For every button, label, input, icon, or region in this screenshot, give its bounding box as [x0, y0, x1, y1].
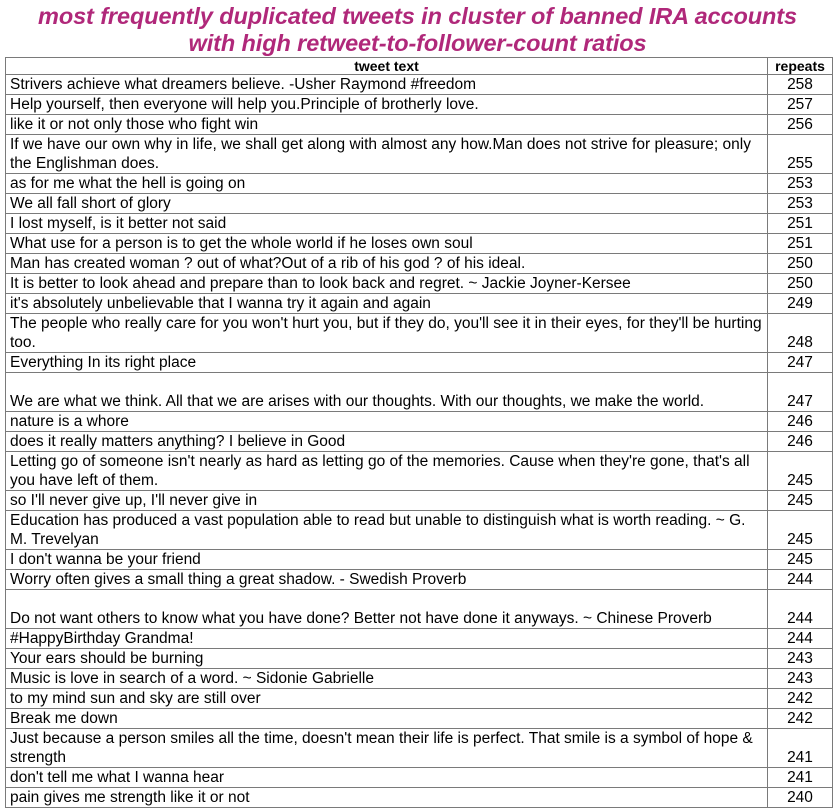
tweet-text-cell: If we have our own why in life, we shall get along with almost any how.Man does not strive for pleasure; only the Englishman does.: [6, 135, 768, 174]
tweet-text-cell: don't tell me what I wanna hear: [6, 768, 768, 788]
tweet-text-cell: I don't wanna be your friend: [6, 550, 768, 570]
repeats-cell: 250: [768, 254, 833, 274]
tweet-text-cell: #HappyBirthday Grandma!: [6, 629, 768, 649]
repeats-cell: 242: [768, 689, 833, 709]
table-row: [6, 491, 833, 511]
tweet-text-cell: to my mind sun and sky are still over: [6, 689, 768, 709]
repeats-cell: 247: [768, 373, 833, 412]
table-row: [6, 768, 833, 788]
page-title: [0, 0, 835, 54]
tweet-text-cell: Just because a person smiles all the time, doesn't mean their life is perfect. That smile is a symbol of hope & strength: [6, 729, 768, 768]
title-line-2: with high retweet-to-follower-count ratios: [188, 30, 647, 56]
tweet-text-cell: Break me down: [6, 709, 768, 729]
header-tweet-text: tweet text: [6, 58, 768, 75]
tweet-text-cell: Music is love in search of a word. ~ Sidonie Gabrielle: [6, 669, 768, 689]
table-row: [6, 234, 833, 254]
repeats-cell: 244: [768, 570, 833, 590]
table-row: [6, 629, 833, 649]
tweet-text-cell: Help yourself, then everyone will help you.Principle of brotherly love.: [6, 95, 768, 115]
table-row: [6, 590, 833, 629]
table-row: [6, 115, 833, 135]
repeats-cell: 245: [768, 550, 833, 570]
repeats-cell: 258: [768, 75, 833, 95]
tweet-text-cell: Education has produced a vast population able to read but unable to distinguish what is worth reading. ~ G. M. Trevelyan: [6, 511, 768, 550]
table-row: [6, 214, 833, 234]
repeats-cell: 249: [768, 294, 833, 314]
tweet-text-cell: pain gives me strength like it or not: [6, 788, 768, 808]
tweet-text-cell: so I'll never give up, I'll never give in: [6, 491, 768, 511]
table-row: [6, 649, 833, 669]
table-row: [6, 274, 833, 294]
table-row: [6, 194, 833, 214]
table-row: [6, 669, 833, 689]
title-line-1: most frequently duplicated tweets in cluster of banned IRA accounts: [38, 3, 797, 29]
tweet-text-cell: The people who really care for you won't hurt you, but if they do, you'll see it in their eyes, for they'll be hurting too.: [6, 314, 768, 353]
repeats-cell: 255: [768, 135, 833, 174]
repeats-cell: 256: [768, 115, 833, 135]
table-row: [6, 432, 833, 452]
tweet-text-cell: Strivers achieve what dreamers believe. -Usher Raymond #freedom: [6, 75, 768, 95]
table-row: [6, 95, 833, 115]
repeats-cell: 245: [768, 511, 833, 550]
tweets-table: [5, 57, 833, 808]
repeats-cell: 244: [768, 629, 833, 649]
repeats-cell: 245: [768, 452, 833, 491]
table-row: [6, 729, 833, 768]
tweet-text-cell: Worry often gives a small thing a great shadow. - Swedish Proverb: [6, 570, 768, 590]
table-row: [6, 75, 833, 95]
repeats-cell: 242: [768, 709, 833, 729]
repeats-cell: 250: [768, 274, 833, 294]
repeats-cell: 251: [768, 234, 833, 254]
tweet-text-cell: like it or not only those who fight win: [6, 115, 768, 135]
table-row: [6, 788, 833, 808]
table-row: [6, 452, 833, 491]
table-row: [6, 511, 833, 550]
header-row: [6, 58, 833, 75]
table-row: [6, 550, 833, 570]
table-row: [6, 709, 833, 729]
tweet-text-cell: It is better to look ahead and prepare than to look back and regret. ~ Jackie Joyner-Kersee: [6, 274, 768, 294]
repeats-cell: 247: [768, 353, 833, 373]
table-row: [6, 254, 833, 274]
table-row: [6, 174, 833, 194]
tweet-text-cell: does it really matters anything? I believe in Good: [6, 432, 768, 452]
table-row: [6, 135, 833, 174]
tweet-text-cell: Man has created woman ? out of what?Out of a rib of his god ? of his ideal.: [6, 254, 768, 274]
tweet-text-cell: What use for a person is to get the whole world if he loses own soul: [6, 234, 768, 254]
tweet-text-cell: as for me what the hell is going on: [6, 174, 768, 194]
repeats-cell: 241: [768, 768, 833, 788]
tweet-text-cell: We all fall short of glory: [6, 194, 768, 214]
repeats-cell: 253: [768, 174, 833, 194]
repeats-cell: 245: [768, 491, 833, 511]
repeats-cell: 246: [768, 432, 833, 452]
tweet-text-cell: I lost myself, is it better not said: [6, 214, 768, 234]
table-row: [6, 412, 833, 432]
repeats-cell: 253: [768, 194, 833, 214]
tweet-text-cell: Letting go of someone isn't nearly as hard as letting go of the memories. Cause when they're gone, that's all you have left of them.: [6, 452, 768, 491]
table-row: [6, 314, 833, 353]
repeats-cell: 246: [768, 412, 833, 432]
repeats-cell: 241: [768, 729, 833, 768]
table-body: [6, 75, 833, 808]
tweet-text-cell: Everything In its right place: [6, 353, 768, 373]
tweet-text-cell: nature is a whore: [6, 412, 768, 432]
repeats-cell: 257: [768, 95, 833, 115]
tweet-text-cell: We are what we think. All that we are arises with our thoughts. With our thoughts, we make the world.: [6, 373, 768, 412]
table-row: [6, 353, 833, 373]
tweet-text-cell: it's absolutely unbelievable that I wanna try it again and again: [6, 294, 768, 314]
tweet-text-cell: Do not want others to know what you have done? Better not have done it anyways. ~ Chinese Proverb: [6, 590, 768, 629]
header-repeats: repeats: [768, 58, 833, 75]
table-row: [6, 689, 833, 709]
repeats-cell: 243: [768, 669, 833, 689]
repeats-cell: 240: [768, 788, 833, 808]
repeats-cell: 243: [768, 649, 833, 669]
repeats-cell: 244: [768, 590, 833, 629]
table-row: [6, 294, 833, 314]
repeats-cell: 251: [768, 214, 833, 234]
tweet-text-cell: Your ears should be burning: [6, 649, 768, 669]
repeats-cell: 248: [768, 314, 833, 353]
table-row: [6, 570, 833, 590]
table-row: [6, 373, 833, 412]
